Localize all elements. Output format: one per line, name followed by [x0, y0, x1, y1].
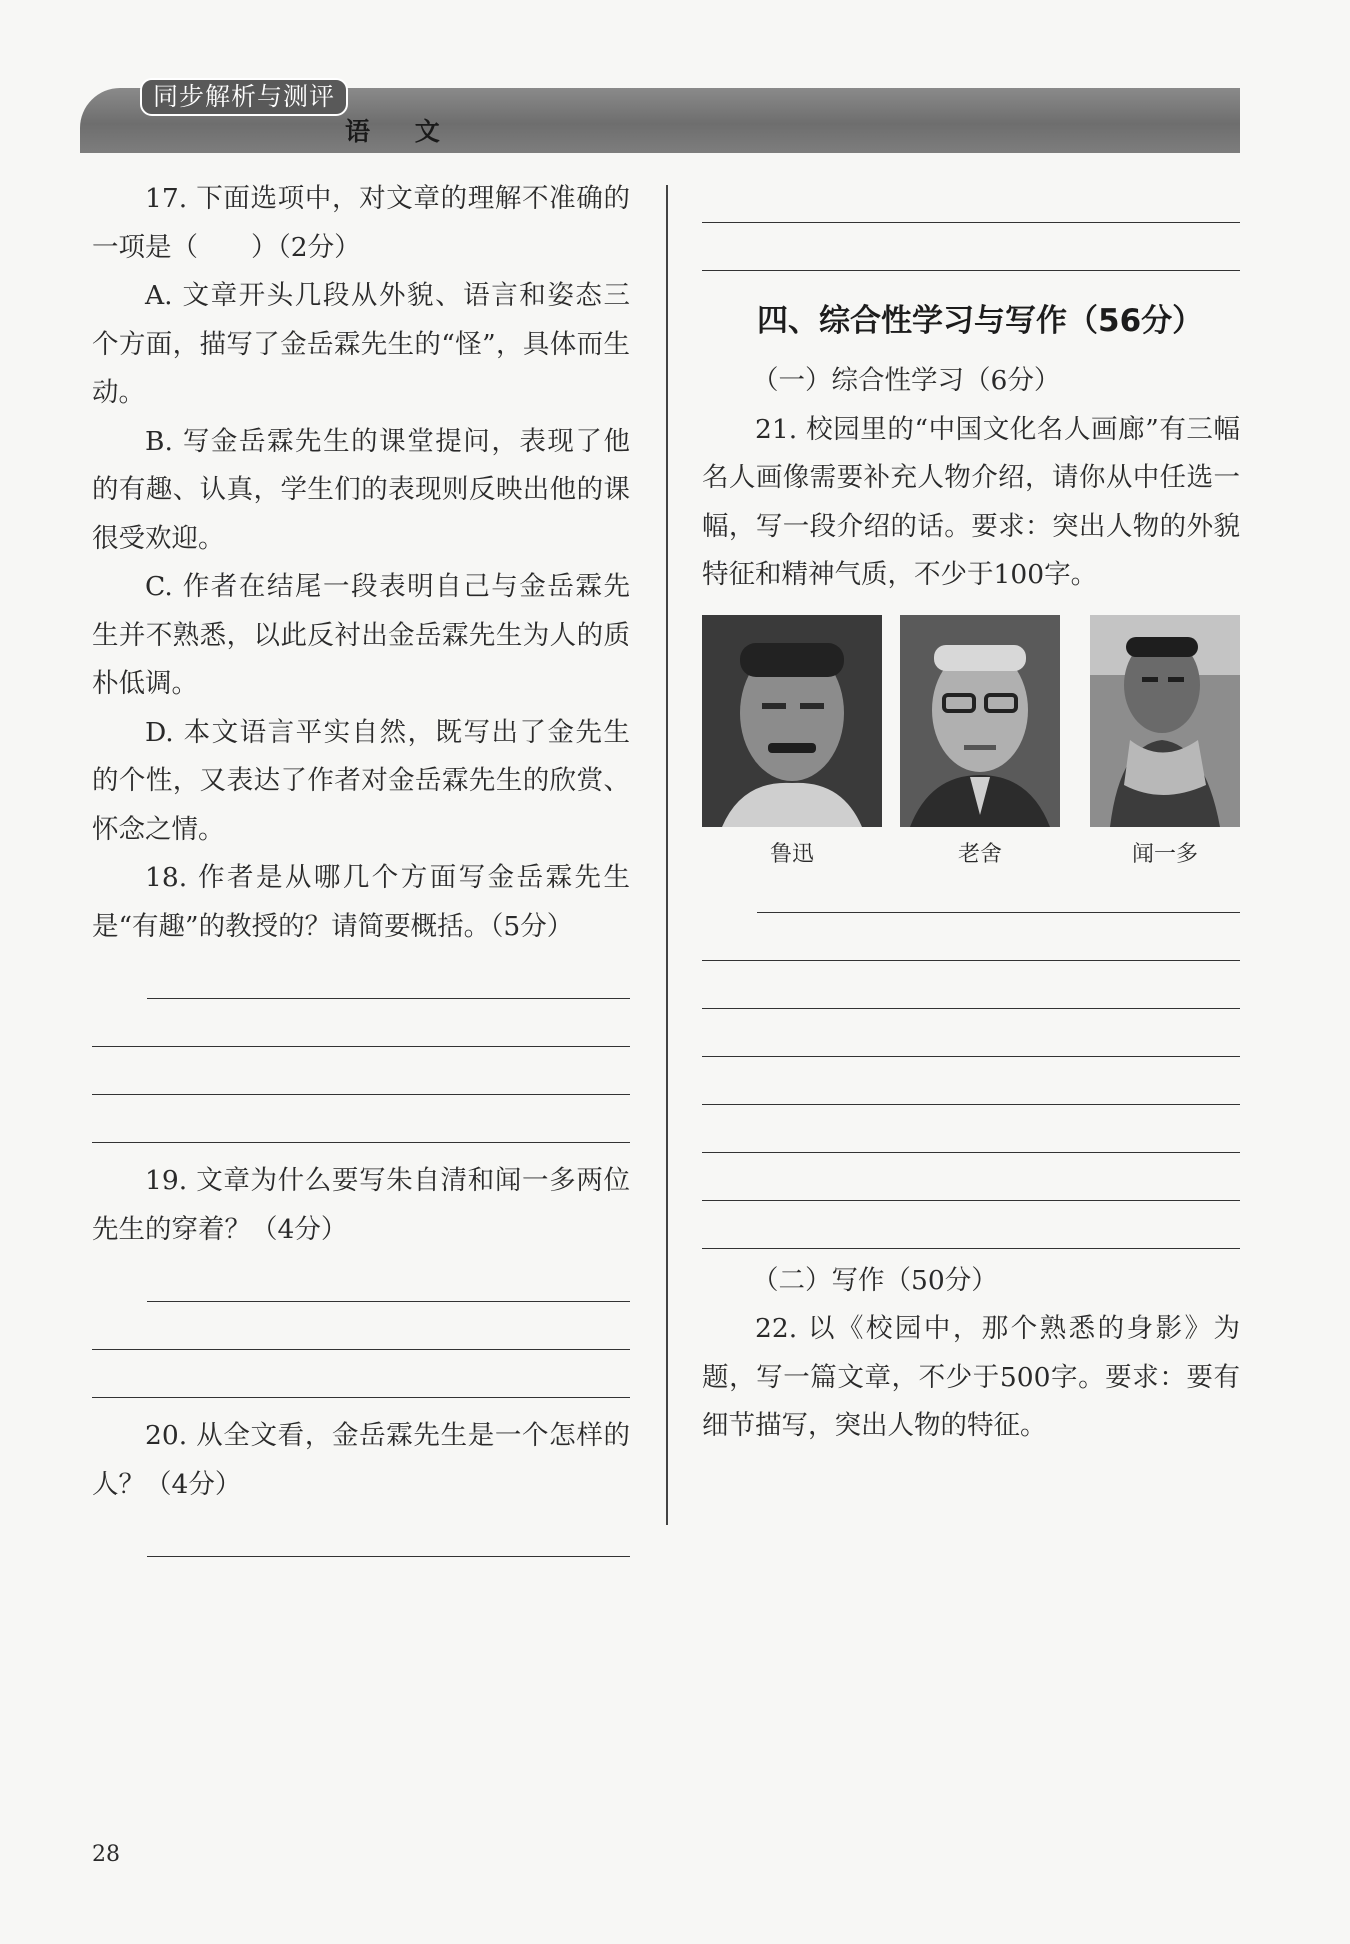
question-17-stem: 17. 下面选项中，对文章的理解不准确的一项是（ ）（2分） — [92, 183, 630, 263]
answer-line[interactable] — [702, 1201, 1240, 1249]
question-17-option-d: D. 本文语言平实自然，既写出了金先生的个性，又表达了作者对金岳霖先生的欣赏、怀念之情。 — [92, 716, 630, 845]
answer-area-18[interactable] — [92, 951, 630, 1143]
answer-line[interactable] — [702, 961, 1240, 1009]
answer-area-21[interactable] — [702, 865, 1240, 1249]
portrait-caption-laoshe: 老舍 — [957, 841, 1002, 867]
answer-line[interactable] — [147, 951, 630, 999]
answer-line[interactable] — [92, 999, 630, 1047]
question-19: 19. 文章为什么要写朱自清和闻一多两位先生的穿着？（4分） — [92, 1165, 630, 1245]
question-17-option-a: A. 文章开头几段从外貌、语言和姿态三个方面，描写了金岳霖先生的“怪”，具体而生动。 — [92, 280, 630, 408]
portrait-gallery — [702, 615, 1240, 865]
answer-line[interactable] — [147, 1509, 630, 1557]
part-2-title: （二）写作（50分） — [752, 1264, 998, 1296]
answer-line[interactable] — [702, 1105, 1240, 1153]
page-number: 28 — [92, 1842, 120, 1867]
portrait-photo-laoshe — [900, 615, 1060, 827]
question-22: 22. 以《校园中，那个熟悉的身影》为题，写一篇文章，不少于500字。要求：要有细节描写，突出人物的特征。 — [702, 1313, 1240, 1441]
question-17-option-c: C. 作者在结尾一段表明自己与金岳霖先生并不熟悉，以此反衬出金岳霖先生为人的质朴低调。 — [92, 571, 630, 699]
answer-line[interactable] — [702, 223, 1240, 271]
portrait-caption-luxun: 鲁迅 — [769, 841, 814, 867]
answer-line[interactable] — [702, 1057, 1240, 1105]
answer-line[interactable] — [702, 1153, 1240, 1201]
answer-line[interactable] — [702, 1009, 1240, 1057]
series-title: 同步解析与测评 — [140, 78, 348, 116]
portrait-photo-luxun — [702, 615, 882, 827]
answer-line[interactable] — [147, 1254, 630, 1302]
portrait-caption-wenyiduo: 闻一多 — [1131, 841, 1198, 867]
question-21: 21. 校园里的“中国文化名人画廊”有三幅名人画像需要补充人物介绍，请你从中任选一幅，写一段介绍的话。要求：突出人物的外貌特征和精神气质，不少于100字。 — [702, 413, 1240, 590]
left-column — [92, 175, 630, 1557]
answer-area-20[interactable] — [92, 1509, 630, 1557]
answer-line[interactable] — [702, 913, 1240, 961]
answer-line[interactable] — [92, 1047, 630, 1095]
part-1-title: （一）综合性学习（6分） — [752, 365, 1061, 396]
column-divider — [666, 185, 668, 1525]
answer-line[interactable] — [92, 1095, 630, 1143]
portrait-photo-wenyiduo — [1090, 615, 1240, 827]
right-column — [702, 175, 1240, 1451]
answer-line[interactable] — [702, 175, 1240, 223]
question-18: 18. 作者是从哪几个方面写金岳霖先生是“有趣”的教授的？请简要概括。（5分） — [92, 862, 630, 942]
question-20: 20. 从全文看，金岳霖先生是一个怎样的人？（4分） — [92, 1420, 630, 1500]
section-title: 四、综合性学习与写作（56分） — [757, 303, 1204, 339]
answer-area-19[interactable] — [92, 1254, 630, 1398]
answer-line[interactable] — [92, 1350, 630, 1398]
subject-label: 语 文 — [345, 117, 458, 146]
answer-area-20-continued[interactable] — [702, 175, 1240, 271]
question-17-option-b: B. 写金岳霖先生的课堂提问，表现了他的有趣、认真，学生们的表现则反映出他的课很受欢迎。 — [92, 425, 630, 554]
answer-line[interactable] — [757, 865, 1240, 913]
answer-line[interactable] — [92, 1302, 630, 1350]
